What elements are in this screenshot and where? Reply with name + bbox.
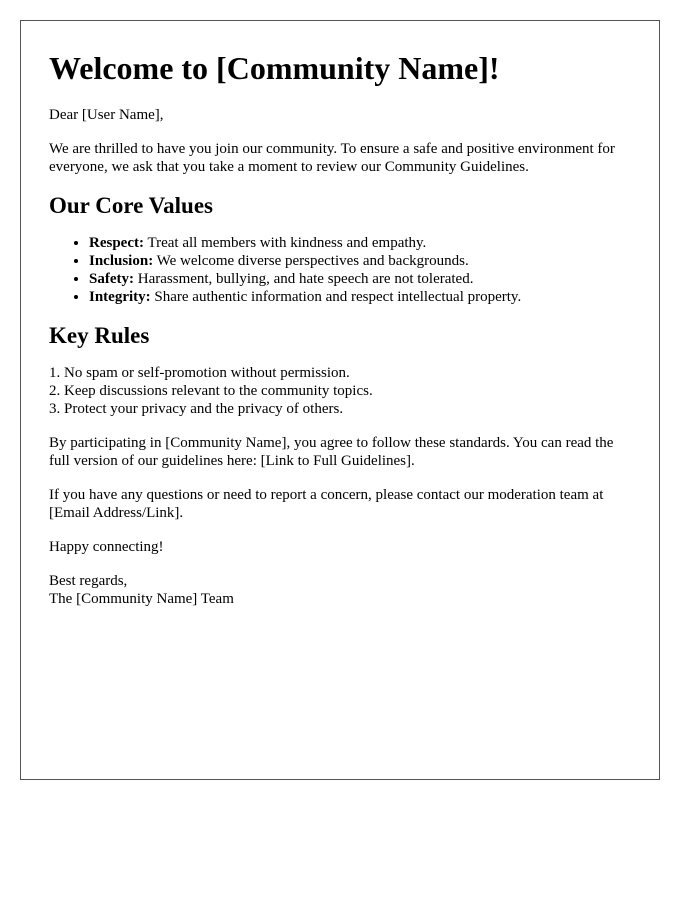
value-label: Respect: — [89, 234, 144, 251]
rule-item: 3. Protect your privacy and the privacy of others. — [49, 400, 344, 417]
signature-line: The [Community Name] Team — [49, 590, 234, 607]
value-text: We welcome diverse perspectives and backgrounds. — [153, 252, 469, 269]
core-values-list — [49, 234, 631, 306]
intro-paragraph: We are thrilled to have you join our community. To ensure a safe and positive environment for everyone, we ask that you take a moment to review our Community Guidelines. — [49, 141, 615, 176]
letter-title: Welcome to [Community Name]! — [49, 50, 500, 86]
value-item-respect — [89, 234, 631, 252]
value-text: Share authentic information and respect intellectual property. — [150, 288, 522, 305]
value-item-safety — [89, 270, 631, 288]
letter-container — [20, 20, 660, 780]
value-item-integrity — [89, 288, 631, 306]
contact-paragraph: If you have any questions or need to report a concern, please contact our moderation team at [Email Address/Link]. — [49, 486, 604, 521]
key-rules-list — [49, 364, 631, 418]
key-rules-heading: Key Rules — [49, 322, 150, 348]
closing-block — [49, 572, 631, 608]
value-item-inclusion — [89, 252, 631, 270]
value-text: Treat all members with kindness and empathy. — [143, 234, 427, 251]
core-values-heading: Our Core Values — [49, 193, 214, 219]
value-label: Inclusion: — [89, 252, 154, 269]
agreement-paragraph: By participating in [Community Name], you agree to follow these standards. You can read the full version of our guidelines here: [Link to Full Guidelines]. — [49, 434, 614, 469]
rule-item: 2. Keep discussions relevant to the community topics. — [49, 382, 373, 399]
value-text: Harassment, bullying, and hate speech are not tolerated. — [134, 270, 474, 287]
greeting: Dear [User Name], — [49, 107, 164, 124]
value-label: Integrity: — [89, 288, 151, 305]
sign-off: Happy connecting! — [49, 538, 164, 555]
value-label: Safety: — [89, 270, 134, 287]
rule-item: 1. No spam or self-promotion without permission. — [49, 364, 350, 381]
regards-line: Best regards, — [49, 572, 128, 589]
